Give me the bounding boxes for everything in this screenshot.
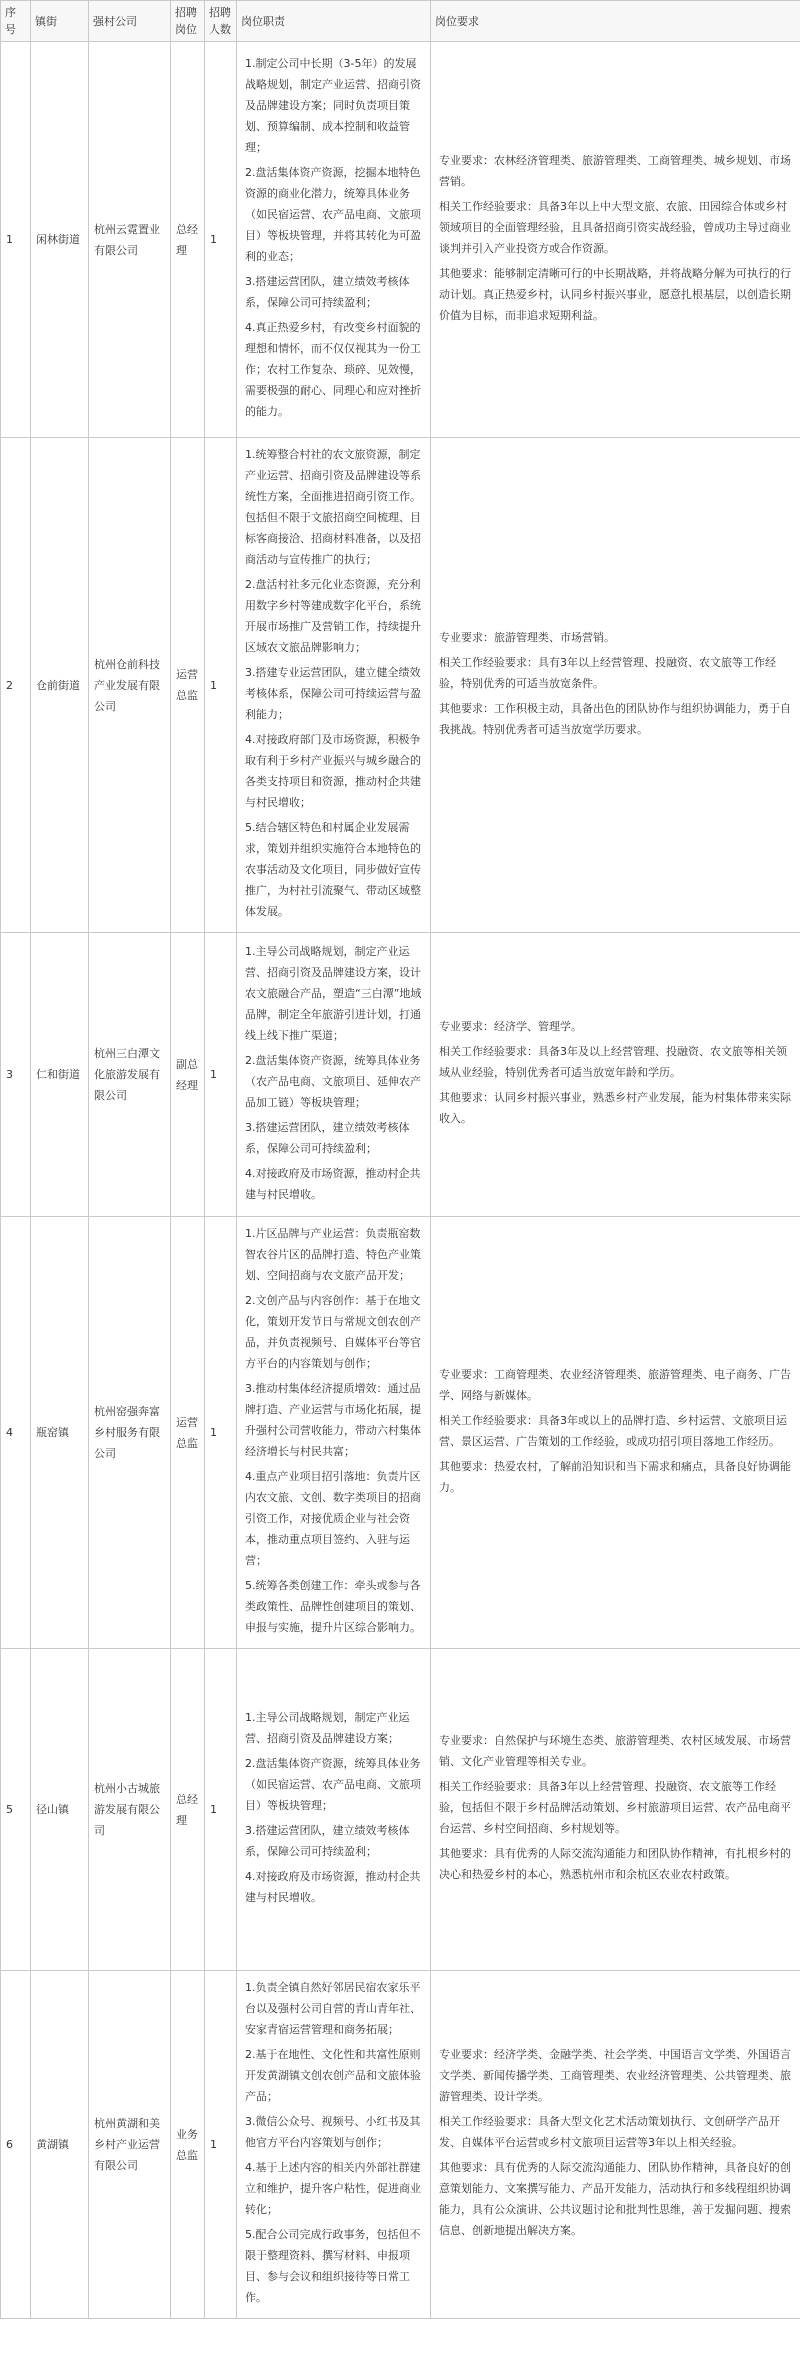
header-count: 招聘人数 <box>205 1 237 42</box>
duty-item: 1.制定公司中长期（3-5年）的发展战略规划，制定产业运营、招商引资及品牌建设方案；同时负责项目策划、预算编制、成本控制和收益管理； <box>245 57 421 154</box>
cell-no: 1 <box>1 42 31 438</box>
cell-position: 总经理 <box>171 1649 205 1971</box>
requirement-item: 专业要求：旅游管理类、市场营销。 <box>439 630 615 644</box>
cell-duties <box>237 438 431 933</box>
cell-requirements <box>431 42 800 438</box>
header-town: 镇街 <box>31 1 89 42</box>
cell-company: 杭州窑强奔富乡村服务有限公司 <box>89 1217 171 1649</box>
cell-count: 1 <box>205 1217 237 1649</box>
table-row <box>1 42 800 438</box>
cell-no: 6 <box>1 1971 31 2319</box>
cell-requirements <box>431 1971 800 2319</box>
cell-requirements <box>431 438 800 933</box>
requirement-item: 专业要求：经济学、管理学。 <box>439 1020 582 1033</box>
requirement-item: 相关工作经验要求：具备大型文化艺术活动策划执行、文创研学产品开发、自媒体平台运营或乡村文旅项目运营等3年以上相关经验。 <box>439 2115 780 2149</box>
requirement-item: 专业要求：经济学类、金融学类、社会学类、中国语言文学类、外国语言文学类、新闻传播学类、工商管理类、农业经济管理类、公共管理类、旅游管理类、设计学类。 <box>439 2048 791 2103</box>
header-company: 强村公司 <box>89 1 171 42</box>
cell-town: 仁和街道 <box>31 933 89 1217</box>
requirement-item: 相关工作经验要求：具备3年以上中大型文旅、农旅、田园综合体或乡村领域项目的全面管理经验，且具备招商引资实战经验，曾成功主导过商业谈判并引入产业投资方或合作资源。 <box>439 199 791 255</box>
cell-no: 5 <box>1 1649 31 1971</box>
table-row <box>1 1217 800 1649</box>
cell-company: 杭州小古城旅游发展有限公司 <box>89 1649 171 1971</box>
cell-requirements <box>431 1217 800 1649</box>
requirement-item: 相关工作经验要求：具备3年或以上的品牌打造、乡村运营、文旅项目运营、景区运营、广告策划的工作经验，或成功招引项目落地工作经历。 <box>439 1413 787 1448</box>
header-requirements: 岗位要求 <box>431 1 800 42</box>
header-duties: 岗位职责 <box>237 1 431 42</box>
duty-item: 2.盘活村社多元化业态资源，充分利用数字乡村等建成数字化平台，系统开展市场推广及营销工作，持续提升区域农文旅品牌影响力； <box>245 578 421 654</box>
requirement-item: 专业要求：农林经济管理类、旅游管理类、工商管理类、城乡规划、市场营销。 <box>439 153 791 188</box>
cell-company: 杭州云霓置业有限公司 <box>89 42 171 438</box>
requirement-item: 其他要求：能够制定清晰可行的中长期战略，并将战略分解为可执行的行动计划。真正热爱乡村，认同乡村振兴事业，愿意扎根基层，以创造长期价值为目标，而非追求短期利益。 <box>439 266 791 322</box>
cell-requirements <box>431 1649 800 1971</box>
requirement-item: 其他要求：具有优秀的人际交流沟通能力、团队协作精神，具备良好的创意策划能力、文案撰写能力、产品开发能力，活动执行和多线程组织协调能力，具有公众演讲、公共议题讨论和批判性思维，善于发掘问题、搜索信息、创新地提出解决方案。 <box>439 2161 791 2237</box>
cell-company: 杭州黄湖和美乡村产业运营有限公司 <box>89 1971 171 2319</box>
cell-count: 1 <box>205 933 237 1217</box>
cell-duties <box>237 1971 431 2319</box>
duty-item: 1.负责全镇自然好邻居民宿农家乐平台以及强村公司自营的青山青年社、安家青宿运营管理和商务拓展； <box>245 1981 421 2036</box>
cell-count: 1 <box>205 438 237 933</box>
cell-duties <box>237 42 431 438</box>
cell-count: 1 <box>205 1649 237 1971</box>
table-row <box>1 1649 800 1971</box>
cell-town: 径山镇 <box>31 1649 89 1971</box>
cell-company: 杭州三白潭文化旅游发展有限公司 <box>89 933 171 1217</box>
cell-duties <box>237 933 431 1217</box>
duty-item: 4.基于上述内容的相关内外部社群建立和维护，提升客户粘性，促进商业转化； <box>245 2161 421 2216</box>
requirement-item: 相关工作经验要求：具备3年以上经营管理、投融资、农文旅等工作经验，包括但不限于乡村品牌活动策划、乡村旅游项目运营、农产品电商平台运营、乡村空间招商、乡村规划等。 <box>439 1780 791 1835</box>
duty-item: 3.搭建运营团队，建立绩效考核体系，保障公司可持续盈利； <box>245 1120 410 1155</box>
duty-item: 3.搭建运营团队，建立绩效考核体系，保障公司可持续盈利； <box>245 1824 410 1858</box>
cell-town: 闲林街道 <box>31 42 89 438</box>
duty-item: 5.结合辖区特色和村属企业发展需求，策划并组织实施符合本地特色的农事活动及文化项目，同步做好宣传推广，为村社引流聚气、带动区域整体发展。 <box>245 821 421 918</box>
requirement-item: 其他要求：认同乡村振兴事业，熟悉乡村产业发展，能为村集体带来实际收入。 <box>439 1091 791 1125</box>
header-no: 序号 <box>1 1 31 42</box>
requirement-item: 专业要求：自然保护与环境生态类、旅游管理类、农村区域发展、市场营销、文化产业管理等相关专业。 <box>439 1734 791 1768</box>
cell-no: 4 <box>1 1217 31 1649</box>
duty-item: 3.搭建运营团队，建立绩效考核体系，保障公司可持续盈利； <box>245 275 410 309</box>
cell-duties <box>237 1217 431 1649</box>
duty-item: 5.配合公司完成行政事务，包括但不限于整理资料、撰写材料、申报项目、参与会议和组织接待等日常工作。 <box>245 2228 421 2304</box>
duty-item: 1.统筹整合村社的农文旅资源，制定产业运营、招商引资及品牌建设等系统性方案，全面推进招商引资工作。包括但不限于文旅招商空间梳理、目标客商接洽、招商材料准备，以及招商活动与宣传推广的执行； <box>245 448 421 566</box>
duty-item: 4.对接政府及市场资源，推动村企共建与村民增收。 <box>245 1166 421 1201</box>
cell-count: 1 <box>205 42 237 438</box>
duty-item: 2.盘活集体资产资源，挖掘本地特色资源的商业化潜力，统筹具体业务（如民宿运营、农产品电商、文旅项目）等板块管理，并将其转化为可盈利的业态； <box>245 166 421 263</box>
duty-item: 5.统筹各类创建工作：牵头或参与各类政策性、品牌性创建项目的策划、申报与实施，提升片区综合影响力。 <box>245 1579 421 1634</box>
cell-town: 黄湖镇 <box>31 1971 89 2319</box>
header-position: 招聘岗位 <box>171 1 205 42</box>
requirement-item: 其他要求：热爱农村，了解前沿知识和当下需求和痛点，具备良好协调能力。 <box>439 1459 791 1494</box>
cell-position: 业务总监 <box>171 1971 205 2319</box>
cell-town: 仓前街道 <box>31 438 89 933</box>
requirement-item: 相关工作经验要求：具备3年及以上经营管理、投融资、农文旅等相关领域从业经验，特别优秀者可适当放宽年龄和学历。 <box>439 1045 787 1079</box>
duty-item: 2.文创产品与内容创作：基于在地文化，策划开发节日与常规文创农创产品，并负责视频号、自媒体平台等官方平台的内容策划与创作； <box>245 1294 421 1370</box>
cell-position: 副总经理 <box>171 933 205 1217</box>
cell-position: 运营总监 <box>171 438 205 933</box>
duty-item: 4.重点产业项目招引落地：负责片区内农文旅、文创、数字类项目的招商引资工作，对接优质企业与社会资本，推动重点项目签约、入驻与运营； <box>245 1470 421 1567</box>
duty-item: 4.真正热爱乡村，有改变乡村面貌的理想和情怀，而不仅仅视其为一份工作；农村工作复杂、琐碎、见效慢，需要极强的耐心、同理心和应对挫折的能力。 <box>245 321 421 418</box>
table-row <box>1 1971 800 2319</box>
duty-item: 1.片区品牌与产业运营：负责瓶窑数智农谷片区的品牌打造、特色产业策划、空间招商与农文旅产品开发； <box>245 1227 421 1282</box>
table-header-row <box>1 1 800 42</box>
duty-item: 2.基于在地性、文化性和共富性原则开发黄湖镇文创农创产品和文旅体验产品； <box>245 2048 421 2103</box>
requirement-item: 其他要求：具有优秀的人际交流沟通能力和团队协作精神，有扎根乡村的决心和热爱乡村的本心，熟悉杭州市和余杭区农业农村政策。 <box>439 1847 791 1881</box>
duty-item: 3.微信公众号、视频号、小红书及其他官方平台内容策划与创作； <box>245 2115 421 2149</box>
cell-town: 瓶窑镇 <box>31 1217 89 1649</box>
table-row <box>1 438 800 933</box>
cell-position: 总经理 <box>171 42 205 438</box>
cell-no: 3 <box>1 933 31 1217</box>
requirement-item: 其他要求：工作积极主动，具备出色的团队协作与组织协调能力，勇于自我挑战。特别优秀者可适当放宽学历要求。 <box>439 701 791 736</box>
duty-item: 1.主导公司战略规划，制定产业运营、招商引资及品牌建设方案； <box>245 1711 410 1745</box>
cell-company: 杭州仓前科技产业发展有限公司 <box>89 438 171 933</box>
duty-item: 3.搭建专业运营团队，建立健全绩效考核体系，保障公司可持续运营与盈利能力； <box>245 666 421 721</box>
cell-position: 运营总监 <box>171 1217 205 1649</box>
duty-item: 3.推动村集体经济提质增效：通过品牌打造、产业运营与市场化拓展，提升强村公司营收能力，带动六村集体经济增长与村民共富； <box>245 1382 421 1458</box>
duty-item: 4.对接政府部门及市场资源，积极争取有利于乡村产业振兴与城乡融合的各类支持项目和资源，推动村企共建与村民增收； <box>245 733 421 809</box>
requirement-item: 相关工作经验要求：具有3年以上经营管理、投融资、农文旅等工作经验，特别优秀的可适当放宽条件。 <box>439 655 776 690</box>
cell-duties <box>237 1649 431 1971</box>
requirement-item: 专业要求：工商管理类、农业经济管理类、旅游管理类、电子商务、广告学、网络与新媒体。 <box>439 1367 791 1402</box>
cell-no: 2 <box>1 438 31 933</box>
duty-item: 1.主导公司战略规划，制定产业运营、招商引资及品牌建设方案，设计农文旅融合产品，塑造“三白潭”地域品牌，制定全年旅游引进计划，打通线上线下推广渠道； <box>245 944 422 1042</box>
duty-item: 4.对接政府及市场资源，推动村企共建与村民增收。 <box>245 1870 421 1904</box>
duty-item: 2.盘活集体资产资源，统筹具体业务（农产品电商、文旅项目、延伸农产品加工链）等板块管理； <box>245 1053 421 1109</box>
cell-count: 1 <box>205 1971 237 2319</box>
duty-item: 2.盘活集体资产资源，统筹具体业务（如民宿运营、农产品电商、文旅项目）等板块管理； <box>245 1757 421 1812</box>
cell-requirements <box>431 933 800 1217</box>
table-row <box>1 933 800 1217</box>
